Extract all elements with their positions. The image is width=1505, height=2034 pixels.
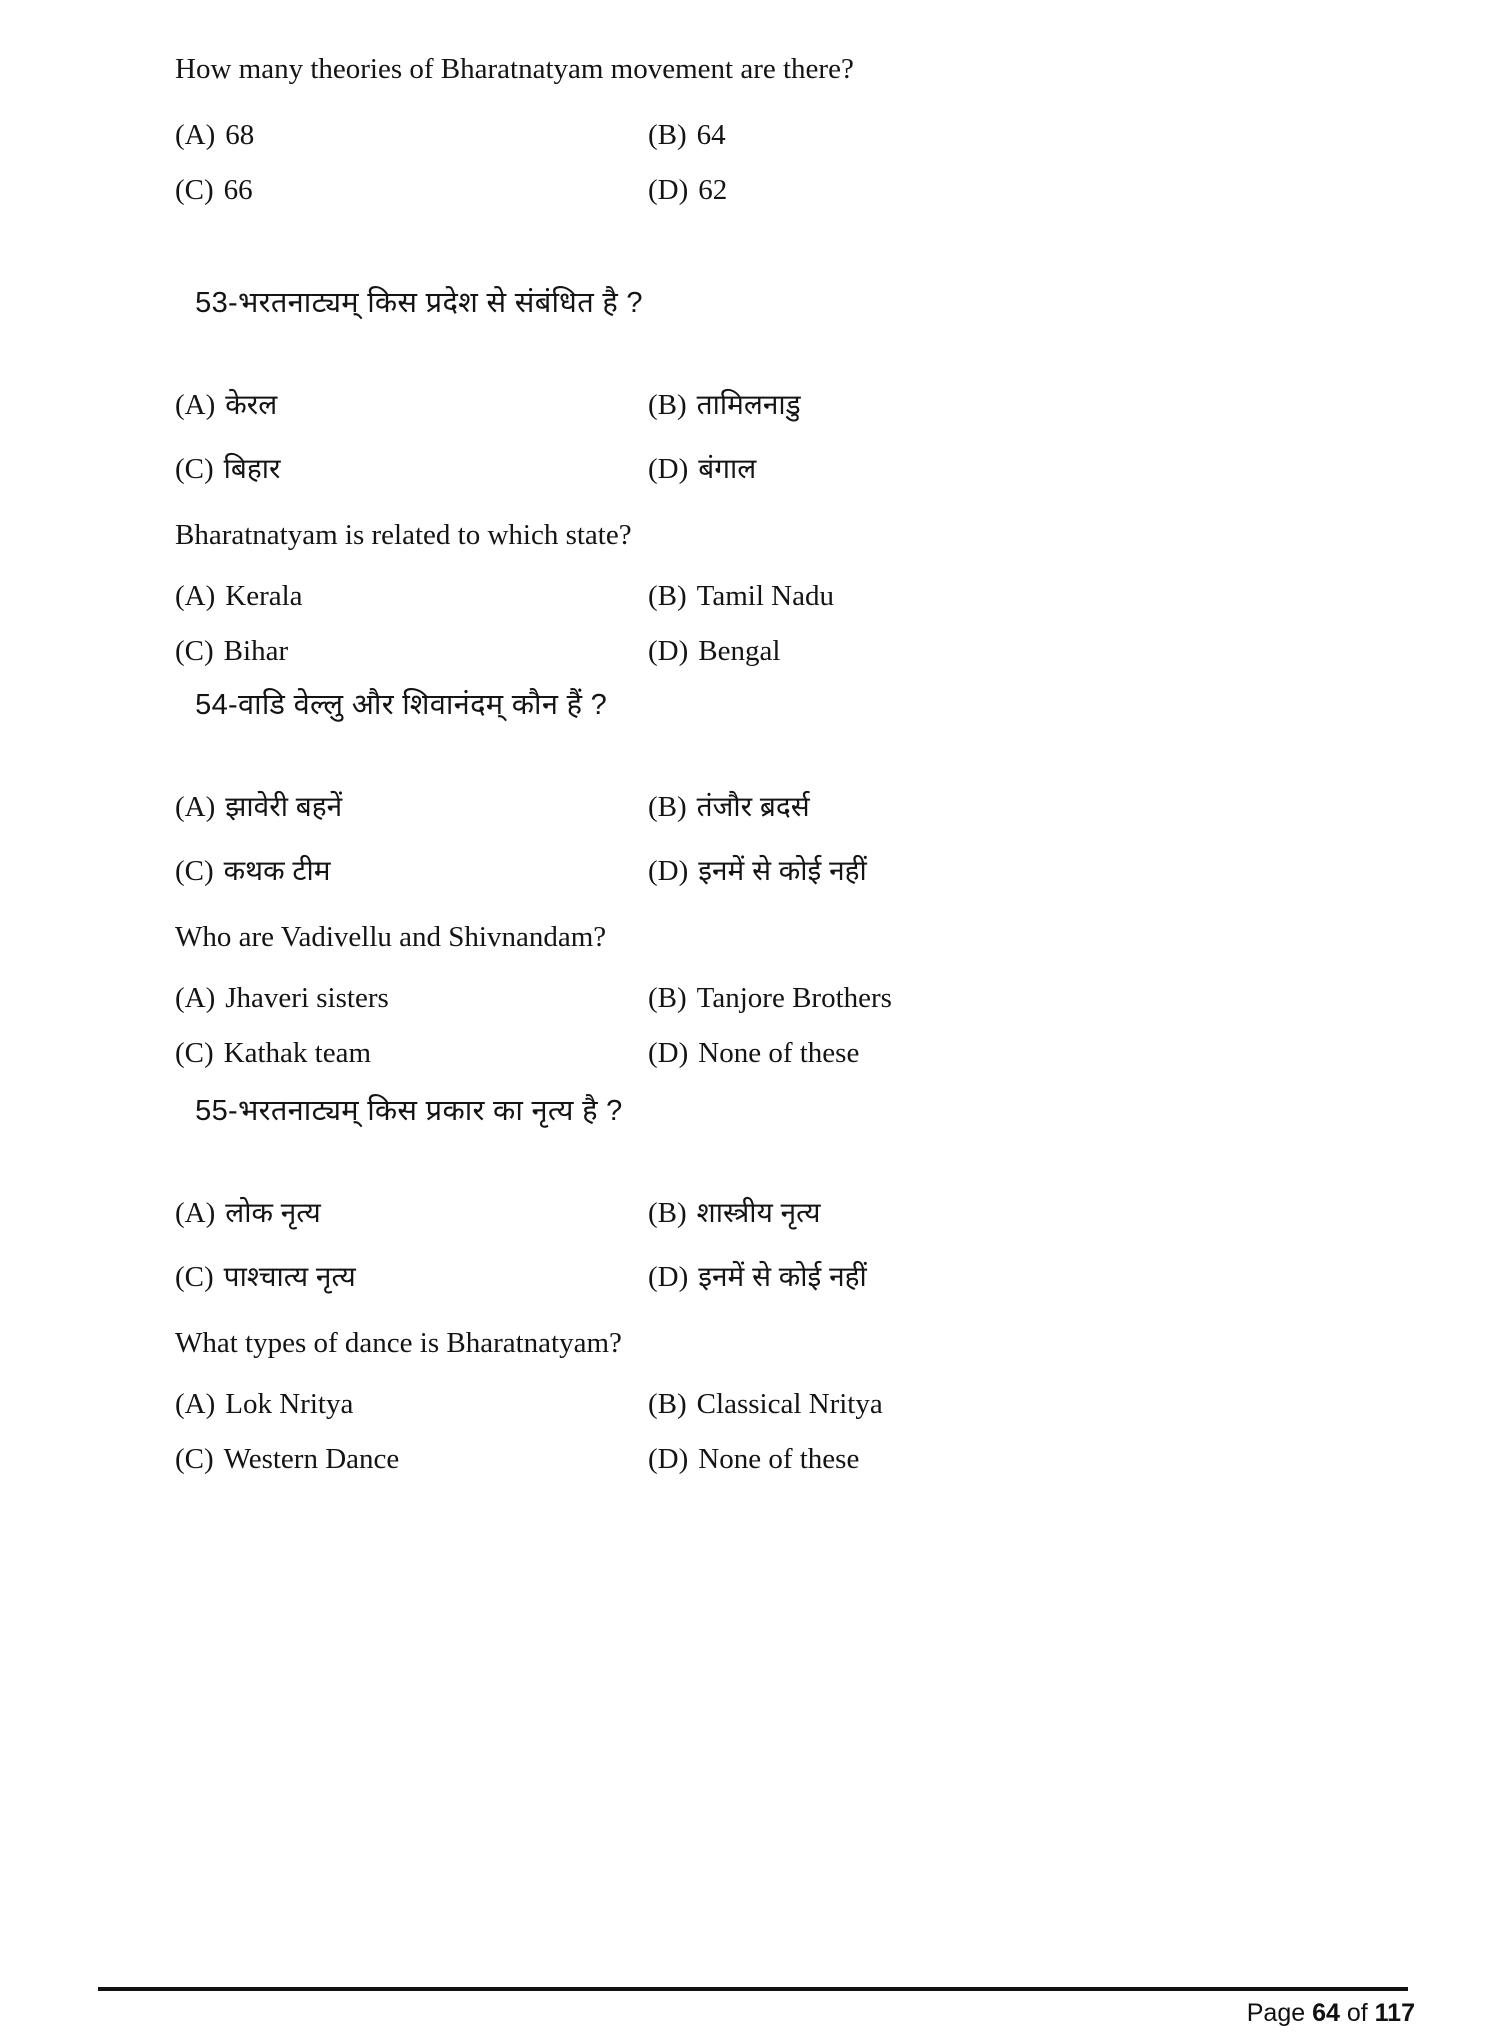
option-c[interactable] [175,851,648,889]
option-d[interactable] [648,1037,1248,1070]
option-a[interactable] [175,1193,648,1231]
option-d[interactable] [648,174,1248,207]
question-number: 53- [195,287,238,319]
option-text: Tanjore Brothers [696,982,892,1014]
option-text: 66 [223,174,253,206]
option-text: बंगाल [698,453,757,484]
question-number: 54- [195,689,238,721]
options-english [145,119,1385,207]
option-b[interactable] [648,1388,1248,1421]
option-text: लोक नृत्य [225,1197,321,1228]
question-text-hindi [145,662,1385,749]
option-text: केरल [225,389,278,420]
option-letter: (B) [648,389,687,421]
option-c[interactable] [175,1037,648,1070]
option-letter: (D) [648,453,689,485]
page-number-footer [1247,1999,1415,2028]
option-text: Kerala [225,580,303,612]
options-english [145,1388,1385,1476]
option-text: इनमें से कोई नहीं [698,1261,867,1292]
option-a[interactable] [175,119,648,152]
option-text: 62 [698,174,728,206]
option-text: Kathak team [223,1037,372,1069]
option-d[interactable] [648,851,1248,889]
question-body-hindi: वाडि वेल्लु और शिवानंदम् कौन हैं ? [237,689,608,721]
options-hindi [145,1193,1385,1295]
option-letter: (D) [648,635,689,667]
footer-divider [98,1987,1408,1991]
option-text: पाश्चात्य नृत्य [223,1261,356,1292]
option-text: 68 [225,119,255,151]
option-letter: (C) [175,174,214,206]
footer-middle: of [1339,1999,1375,2027]
option-text: तामिलनाडु [696,389,801,420]
option-letter: (B) [648,982,687,1014]
option-letter: (B) [648,119,687,151]
question-body-hindi: भरतनाट्यम् किस प्रदेश से संबंधित है ? [237,287,643,319]
question-text-english: Bharatnatyam is related to which state? [175,519,632,551]
question-text-english: Who are Vadivellu and Shivnandam? [175,921,607,953]
option-letter: (A) [175,982,216,1014]
option-c[interactable] [175,1257,648,1295]
question-text-hindi [145,1068,1385,1155]
option-letter: (A) [175,1197,216,1229]
option-c[interactable] [175,174,648,207]
option-a[interactable] [175,580,648,613]
option-b[interactable] [648,787,1248,825]
option-text: इनमें से कोई नहीं [698,855,867,886]
option-text: Tamil Nadu [696,580,834,612]
option-b[interactable] [648,119,1248,152]
option-row [145,385,1385,423]
option-letter: (A) [175,791,216,823]
option-a[interactable] [175,982,648,1015]
option-row [145,1443,1385,1476]
option-text: Bihar [223,635,289,667]
option-text: Bengal [698,635,781,667]
option-letter: (C) [175,855,214,887]
option-c[interactable] [175,1443,648,1476]
options-english [145,982,1385,1070]
option-row [145,449,1385,487]
option-text: तंजौर ब्रदर्स [696,791,810,822]
option-row [145,119,1385,152]
option-letter: (A) [175,119,216,151]
question-number: 55- [195,1095,238,1127]
option-letter: (C) [175,453,214,485]
option-b[interactable] [648,982,1248,1015]
option-row [145,787,1385,825]
option-letter: (A) [175,1388,216,1420]
option-text: बिहार [223,453,281,484]
option-letter: (A) [175,580,216,612]
option-b[interactable] [648,580,1248,613]
option-row [145,1257,1385,1295]
option-d[interactable] [648,449,1248,487]
option-row [145,1193,1385,1231]
question-text-english: How many theories of Bharatnatyam movement are there? [175,53,854,85]
option-row [145,1388,1385,1421]
footer-total-pages: 117 [1374,1999,1415,2027]
option-letter: (B) [648,1197,687,1229]
option-text: None of these [698,1443,860,1475]
option-row [145,174,1385,207]
option-letter: (C) [175,1261,214,1293]
option-c[interactable] [175,449,648,487]
option-text: None of these [698,1037,860,1069]
option-row [145,580,1385,613]
question-block-q52-continued [145,55,1385,207]
option-a[interactable] [175,787,648,825]
option-letter: (B) [648,580,687,612]
options-english [145,580,1385,668]
question-block-q53 [145,260,1385,668]
option-letter: (C) [175,635,214,667]
option-letter: (D) [648,1443,689,1475]
option-text: कथक टीम [223,855,331,886]
question-text-english: What types of dance is Bharatnatyam? [175,1327,622,1359]
option-a[interactable] [175,385,648,423]
option-text: झावेरी बहनें [225,791,343,822]
footer-page-number: 64 [1312,1999,1340,2027]
option-letter: (D) [648,1261,689,1293]
option-letter: (B) [648,1388,687,1420]
option-letter: (D) [648,855,689,887]
option-row [145,851,1385,889]
option-b[interactable] [648,385,1248,423]
option-row [145,982,1385,1015]
option-letter: (B) [648,791,687,823]
option-letter: (C) [175,1037,214,1069]
option-letter: (C) [175,1443,214,1475]
option-text: 64 [696,119,726,151]
options-hindi [145,385,1385,487]
option-text: Western Dance [223,1443,400,1475]
question-body-hindi: भरतनाट्यम् किस प्रकार का नृत्य है ? [237,1095,623,1127]
option-text: Lok Nritya [225,1388,354,1420]
option-text: Jhaveri sisters [225,982,389,1014]
option-d[interactable] [648,1443,1248,1476]
option-letter: (D) [648,174,689,206]
option-b[interactable] [648,1193,1248,1231]
option-letter: (A) [175,389,216,421]
options-hindi [145,787,1385,889]
question-block-q54 [145,662,1385,1070]
question-block-q55 [145,1068,1385,1476]
option-letter: (D) [648,1037,689,1069]
question-text-hindi [145,260,1385,347]
option-text: Classical Nritya [696,1388,883,1420]
footer-prefix: Page [1246,1999,1313,2027]
option-text: शास्त्रीय नृत्य [696,1197,821,1228]
option-row [145,1037,1385,1070]
option-d[interactable] [648,1257,1248,1295]
option-a[interactable] [175,1388,648,1421]
